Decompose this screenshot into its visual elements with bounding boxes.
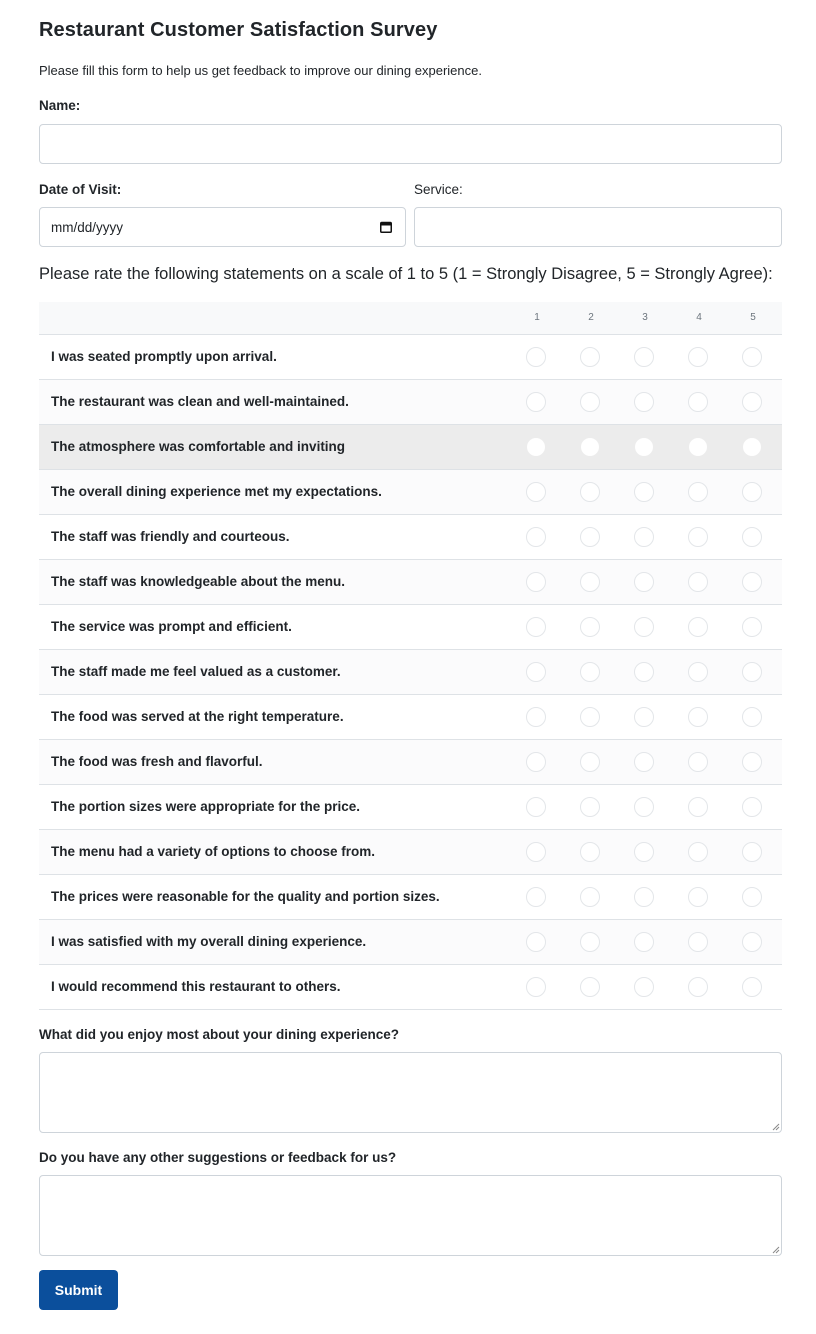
rating-radio-2[interactable]: [580, 572, 600, 592]
statement-label: I was seated promptly upon arrival.: [51, 349, 277, 364]
rating-radio-1[interactable]: [526, 392, 546, 412]
rating-radio-2[interactable]: [580, 617, 600, 637]
rating-radio-5[interactable]: [742, 482, 762, 502]
rating-radio-4[interactable]: [688, 437, 708, 457]
rating-radio-1[interactable]: [526, 662, 546, 682]
rating-radio-3[interactable]: [634, 932, 654, 952]
calendar-icon[interactable]: [380, 221, 392, 233]
name-input[interactable]: [39, 124, 782, 164]
statement-label: The overall dining experience met my expectations.: [51, 484, 382, 499]
rating-radio-5[interactable]: [742, 752, 762, 772]
service-input[interactable]: [414, 207, 782, 247]
suggest-label: Do you have any other suggestions or feedback for us?: [39, 1150, 397, 1165]
table-row: [39, 695, 782, 740]
enjoy-textarea[interactable]: [39, 1052, 782, 1133]
resize-handle-icon[interactable]: [772, 1246, 780, 1254]
rating-radio-5[interactable]: [742, 392, 762, 412]
rating-radio-2[interactable]: [580, 977, 600, 997]
table-row: [39, 965, 782, 1010]
rating-radio-4[interactable]: [688, 752, 708, 772]
statement-label: The atmosphere was comfortable and inviting: [51, 439, 346, 454]
rating-radio-3[interactable]: [634, 392, 654, 412]
rating-radio-5[interactable]: [742, 932, 762, 952]
statement-label: The restaurant was clean and well-maintained.: [51, 394, 349, 409]
rating-radio-2[interactable]: [580, 437, 600, 457]
rating-radio-3[interactable]: [634, 482, 654, 502]
rating-radio-4[interactable]: [688, 527, 708, 547]
table-row: [39, 560, 782, 605]
statement-label: The food was fresh and flavorful.: [51, 754, 263, 769]
rating-radio-1[interactable]: [526, 572, 546, 592]
statement-label: The menu had a variety of options to choose from.: [51, 844, 376, 859]
rating-radio-3[interactable]: [634, 797, 654, 817]
table-row: [39, 830, 782, 875]
rating-radio-5[interactable]: [742, 572, 762, 592]
rating-radio-3[interactable]: [634, 707, 654, 727]
rating-radio-4[interactable]: [688, 617, 708, 637]
table-row: [39, 920, 782, 965]
rating-table-header: [39, 302, 782, 335]
rating-radio-2[interactable]: [580, 887, 600, 907]
scale-header-5: 5: [750, 312, 756, 323]
date-label: Date of Visit:: [39, 182, 122, 197]
rating-radio-2[interactable]: [580, 482, 600, 502]
rating-radio-2[interactable]: [580, 752, 600, 772]
rating-radio-5[interactable]: [742, 842, 762, 862]
rating-radio-4[interactable]: [688, 662, 708, 682]
table-row: [39, 380, 782, 425]
table-row: [39, 335, 782, 380]
rating-prompt: Please rate the following statements on a scale of 1 to 5 (1 = Strongly Disagree, 5 = Strongly Agree):: [39, 265, 773, 283]
rating-radio-3[interactable]: [634, 662, 654, 682]
date-input[interactable]: [39, 207, 406, 247]
rating-radio-5[interactable]: [742, 617, 762, 637]
rating-radio-2[interactable]: [580, 662, 600, 682]
rating-radio-2[interactable]: [580, 797, 600, 817]
table-row: [39, 425, 782, 470]
rating-radio-1[interactable]: [526, 842, 546, 862]
rating-radio-3[interactable]: [634, 347, 654, 367]
statement-label: The staff made me feel valued as a customer.: [51, 664, 341, 679]
rating-rows: [39, 335, 782, 1010]
rating-radio-1[interactable]: [526, 932, 546, 952]
rating-table: [39, 302, 782, 1010]
rating-radio-3[interactable]: [634, 887, 654, 907]
rating-radio-2[interactable]: [580, 392, 600, 412]
rating-radio-1[interactable]: [526, 752, 546, 772]
table-row: [39, 875, 782, 920]
rating-radio-4[interactable]: [688, 707, 708, 727]
submit-button[interactable]: Submit: [39, 1270, 118, 1310]
resize-handle-icon[interactable]: [772, 1123, 780, 1131]
rating-radio-5[interactable]: [742, 707, 762, 727]
rating-radio-2[interactable]: [580, 527, 600, 547]
rating-radio-1[interactable]: [526, 707, 546, 727]
rating-radio-5[interactable]: [742, 527, 762, 547]
rating-radio-2[interactable]: [580, 842, 600, 862]
statement-label: I was satisfied with my overall dining experience.: [51, 934, 367, 949]
rating-radio-1[interactable]: [526, 797, 546, 817]
statement-label: The food was served at the right temperature.: [51, 709, 344, 724]
rating-radio-5[interactable]: [742, 437, 762, 457]
rating-radio-2[interactable]: [580, 707, 600, 727]
table-row: [39, 650, 782, 695]
table-row: [39, 515, 782, 560]
rating-radio-5[interactable]: [742, 887, 762, 907]
scale-header-3: 3: [642, 312, 648, 323]
rating-radio-1[interactable]: [526, 347, 546, 367]
rating-radio-5[interactable]: [742, 797, 762, 817]
statement-label: I would recommend this restaurant to others.: [51, 979, 341, 994]
rating-radio-4[interactable]: [688, 572, 708, 592]
table-row: [39, 785, 782, 830]
scale-header-2: 2: [588, 312, 594, 323]
rating-radio-3[interactable]: [634, 977, 654, 997]
intro-text: Please fill this form to help us get feedback to improve our dining experience.: [39, 63, 482, 78]
statement-label: The service was prompt and efficient.: [51, 619, 292, 634]
rating-radio-4[interactable]: [688, 887, 708, 907]
page-title: Restaurant Customer Satisfaction Survey: [39, 19, 438, 41]
rating-radio-4[interactable]: [688, 392, 708, 412]
rating-radio-5[interactable]: [742, 977, 762, 997]
table-row: [39, 470, 782, 515]
rating-radio-5[interactable]: [742, 662, 762, 682]
statement-label: The staff was friendly and courteous.: [51, 529, 290, 544]
rating-radio-4[interactable]: [688, 977, 708, 997]
rating-radio-2[interactable]: [580, 932, 600, 952]
rating-radio-4[interactable]: [688, 797, 708, 817]
statement-label: The prices were reasonable for the quality and portion sizes.: [51, 889, 440, 904]
rating-radio-2[interactable]: [580, 347, 600, 367]
statement-label: The portion sizes were appropriate for the price.: [51, 799, 361, 814]
rating-radio-5[interactable]: [742, 347, 762, 367]
rating-radio-3[interactable]: [634, 527, 654, 547]
rating-radio-4[interactable]: [688, 932, 708, 952]
rating-radio-1[interactable]: [526, 482, 546, 502]
statement-label: The staff was knowledgeable about the menu.: [51, 574, 346, 589]
date-placeholder: mm/dd/yyyy: [51, 219, 124, 235]
service-label: Service:: [414, 182, 463, 197]
rating-radio-1[interactable]: [526, 527, 546, 547]
rating-radio-3[interactable]: [634, 437, 654, 457]
table-row: [39, 605, 782, 650]
suggest-textarea[interactable]: [39, 1175, 782, 1256]
rating-radio-3[interactable]: [634, 572, 654, 592]
name-label: Name:: [39, 98, 81, 113]
rating-radio-3[interactable]: [634, 842, 654, 862]
scale-header-4: 4: [696, 312, 702, 323]
rating-radio-4[interactable]: [688, 842, 708, 862]
rating-radio-1[interactable]: [526, 977, 546, 997]
table-row: [39, 740, 782, 785]
enjoy-label: What did you enjoy most about your dining experience?: [39, 1027, 400, 1042]
rating-radio-3[interactable]: [634, 752, 654, 772]
rating-radio-1[interactable]: [526, 617, 546, 637]
rating-radio-4[interactable]: [688, 347, 708, 367]
scale-header-1: 1: [534, 312, 540, 323]
rating-radio-1[interactable]: [526, 437, 546, 457]
rating-radio-1[interactable]: [526, 887, 546, 907]
rating-radio-4[interactable]: [688, 482, 708, 502]
rating-radio-3[interactable]: [634, 617, 654, 637]
